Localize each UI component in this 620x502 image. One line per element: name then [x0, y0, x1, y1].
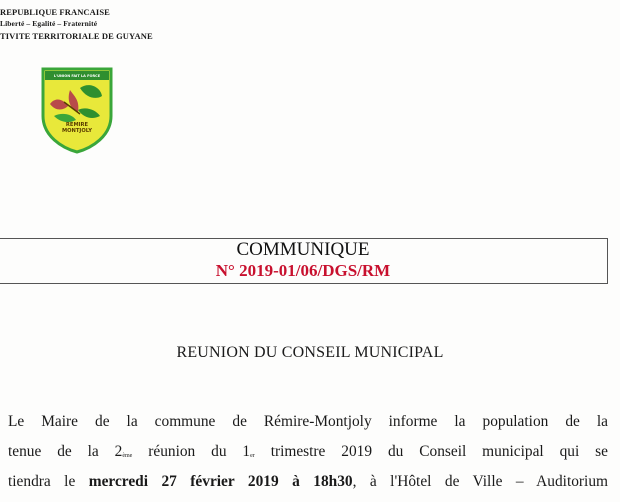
body-line-3-part-b: , à l'Hôtel de Ville – Auditorium: [352, 473, 608, 490]
announcement-reference: N° 2019-01/06/DGS/RM: [215, 261, 391, 280]
ordinal-suffix-1: er: [250, 453, 255, 459]
letterhead: [0, 6, 153, 42]
body-line-2-part-b: réunion du 1: [132, 443, 251, 460]
announcement-title: COMMUNIQUE: [236, 239, 370, 260]
body-line-2-part-c: trimestre 2019 du Conseil municipal qui se: [254, 443, 608, 460]
ordinal-suffix-2: ème: [122, 453, 133, 459]
subject-heading: REUNION DU CONSEIL MUNICIPAL: [176, 344, 444, 361]
meeting-date: mercredi 27 février 2019 à 18h30: [88, 473, 353, 490]
announcement-box: [0, 238, 608, 284]
letterhead-collectivity: TIVITE TERRITORIALE DE GUYANE: [0, 31, 153, 41]
body-line-3-part-a: tiendra le: [8, 473, 89, 490]
body-line-3: [8, 467, 608, 497]
town-crest-logo: [40, 66, 114, 154]
body-text: [8, 407, 608, 497]
crest-town-name: REMIRE MONTJOLY: [61, 122, 93, 134]
body-line-2: [8, 437, 608, 467]
crest-motto: L'UNION FAIT LA FORCE: [53, 74, 101, 78]
body-line-2-part-a: tenue de la 2: [8, 443, 123, 460]
crest-shield-icon: [40, 66, 114, 154]
body-line-1: Le Maire de la commune de Rémire-Montjoly informe la population de la: [8, 413, 608, 430]
letterhead-republic: REPUBLIQUE FRANCAISE: [0, 7, 110, 17]
letterhead-motto: Liberté – Egalité – Fraternité: [0, 19, 98, 28]
